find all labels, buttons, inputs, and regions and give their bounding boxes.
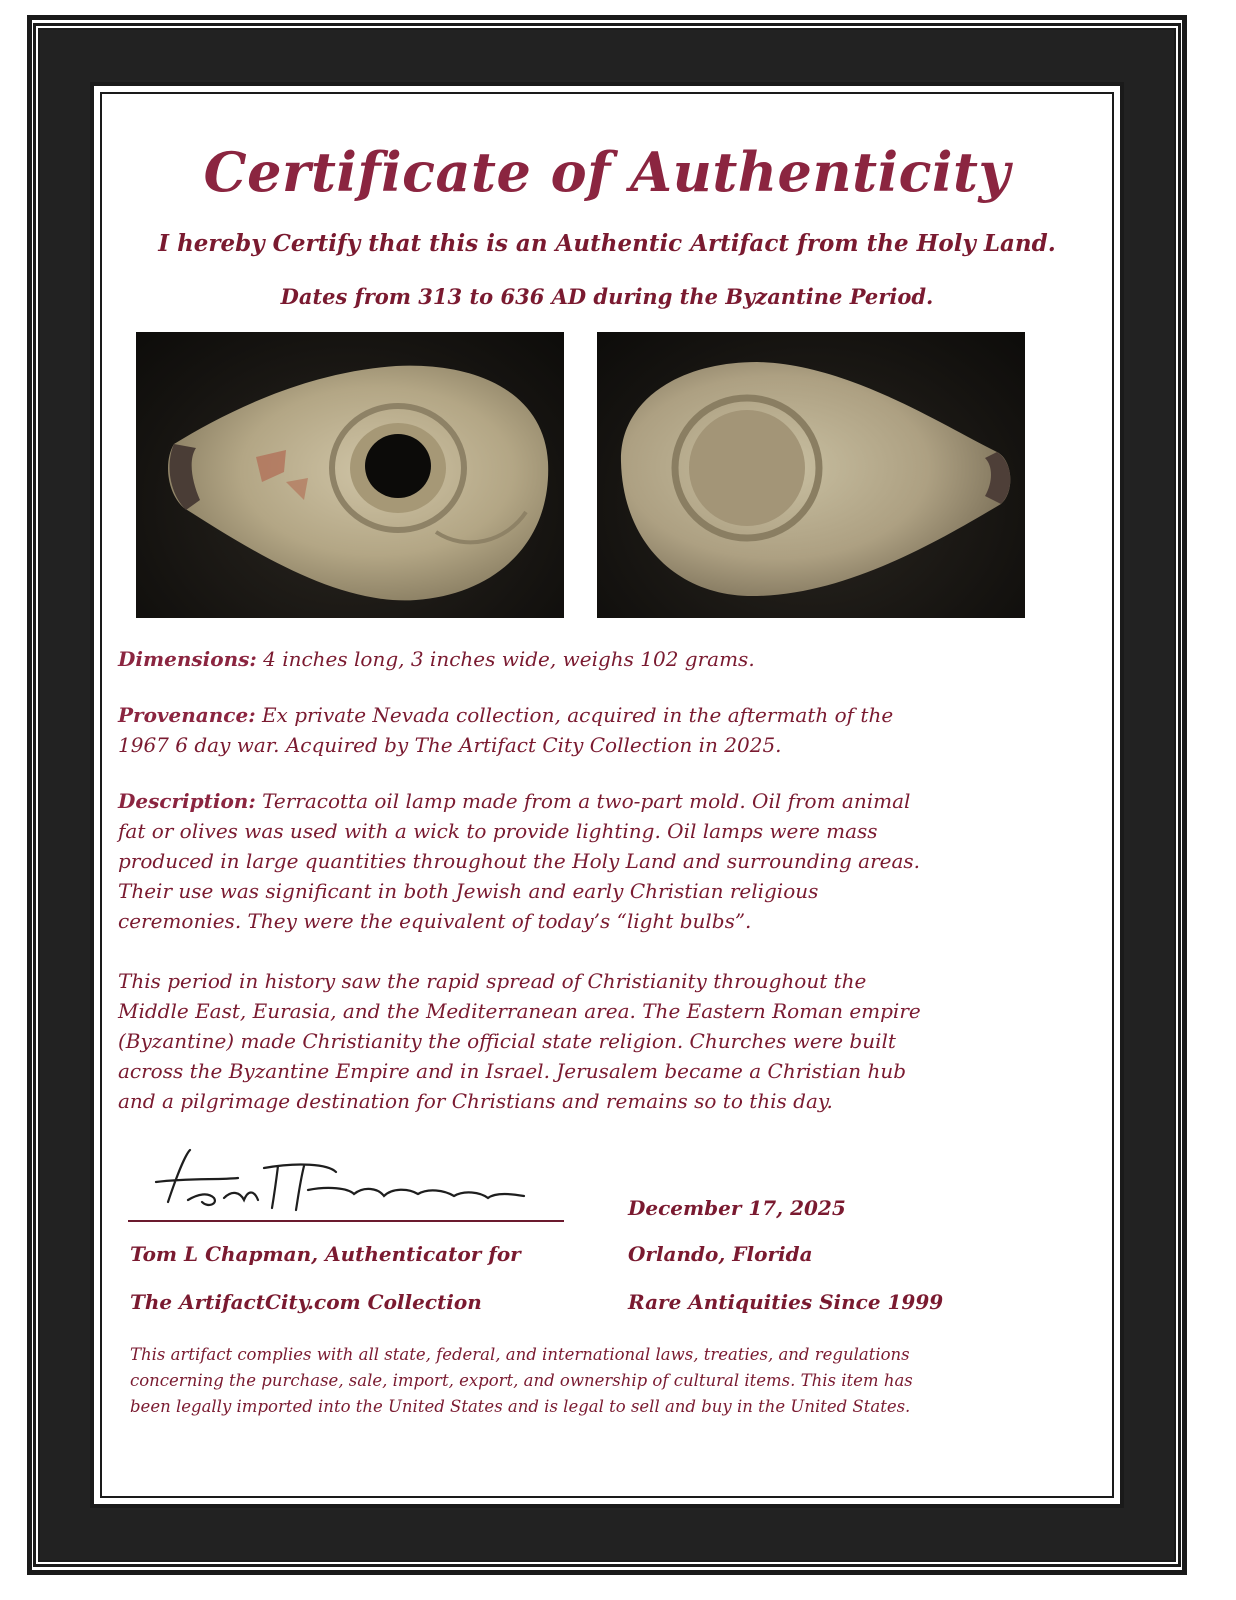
certificate-content [104, 96, 1110, 1494]
history-section [118, 966, 1038, 1116]
lamp-photo-bottom [597, 332, 1025, 618]
provenance-label: Provenance: [118, 703, 256, 727]
issue-location: Orlando, Florida [628, 1242, 813, 1266]
provenance-text-line2: 1967 6 day war. Acquired by The Artifact City Collection in 2025. [118, 733, 782, 757]
dimensions-label: Dimensions: [118, 647, 257, 671]
signer-name: Tom L Chapman, Authenticator for [130, 1242, 521, 1266]
signature-line [128, 1220, 564, 1222]
certificate-title: Certificate of Authenticity [203, 140, 1011, 204]
description-line5: ceremonies. They were the equivalent of today’s “light bulbs”. [118, 909, 752, 933]
dimensions-section [118, 644, 1038, 674]
description-line4: Their use was significant in both Jewish and early Christian religious [118, 879, 819, 903]
provenance-section [118, 700, 1038, 760]
legal-line2: concerning the purchase, sale, import, export, and ownership of cultural items. This item has [130, 1371, 913, 1390]
description-line2: fat or olives was used with a wick to provide lighting. Oil lamps were mass [118, 819, 878, 843]
description-section [118, 786, 1038, 936]
issue-date: December 17, 2025 [628, 1196, 846, 1220]
period-statement: Dates from 313 to 636 AD during the Byzantine Period. [280, 284, 934, 309]
provenance-text-line1: Ex private Nevada collection, acquired in the aftermath of the [261, 703, 894, 727]
legal-line3: been legally imported into the United States and is legal to sell and buy in the United States. [130, 1397, 911, 1416]
history-line1: This period in history saw the rapid spread of Christianity throughout the [118, 969, 867, 993]
signer-organization: The ArtifactCity.com Collection [130, 1290, 482, 1314]
history-line5: and a pilgrimage destination for Christians and remains so to this day. [118, 1089, 833, 1113]
description-line1: Terracotta oil lamp made from a two-part mold. Oil from animal [262, 789, 911, 813]
history-line3: (Byzantine) made Christianity the official state religion. Churches were built [118, 1029, 896, 1053]
lamp-photo-top [136, 332, 564, 618]
history-line2: Middle East, Eurasia, and the Mediterranean area. The Eastern Roman empire [118, 999, 921, 1023]
legal-notice [130, 1342, 1060, 1420]
history-line4: across the Byzantine Empire and in Israel. Jerusalem became a Christian hub [118, 1059, 907, 1083]
company-tagline: Rare Antiquities Since 1999 [628, 1290, 944, 1314]
dimensions-text: 4 inches long, 3 inches wide, weighs 102 grams. [263, 647, 755, 671]
description-label: Description: [118, 789, 256, 813]
certification-statement: I hereby Certify that this is an Authentic Artifact from the Holy Land. [158, 230, 1056, 257]
description-line3: produced in large quantities throughout the Holy Land and surrounding areas. [118, 849, 921, 873]
legal-line1: This artifact complies with all state, federal, and international laws, treaties, and regulations [130, 1345, 910, 1364]
handwritten-signature [128, 1142, 568, 1222]
